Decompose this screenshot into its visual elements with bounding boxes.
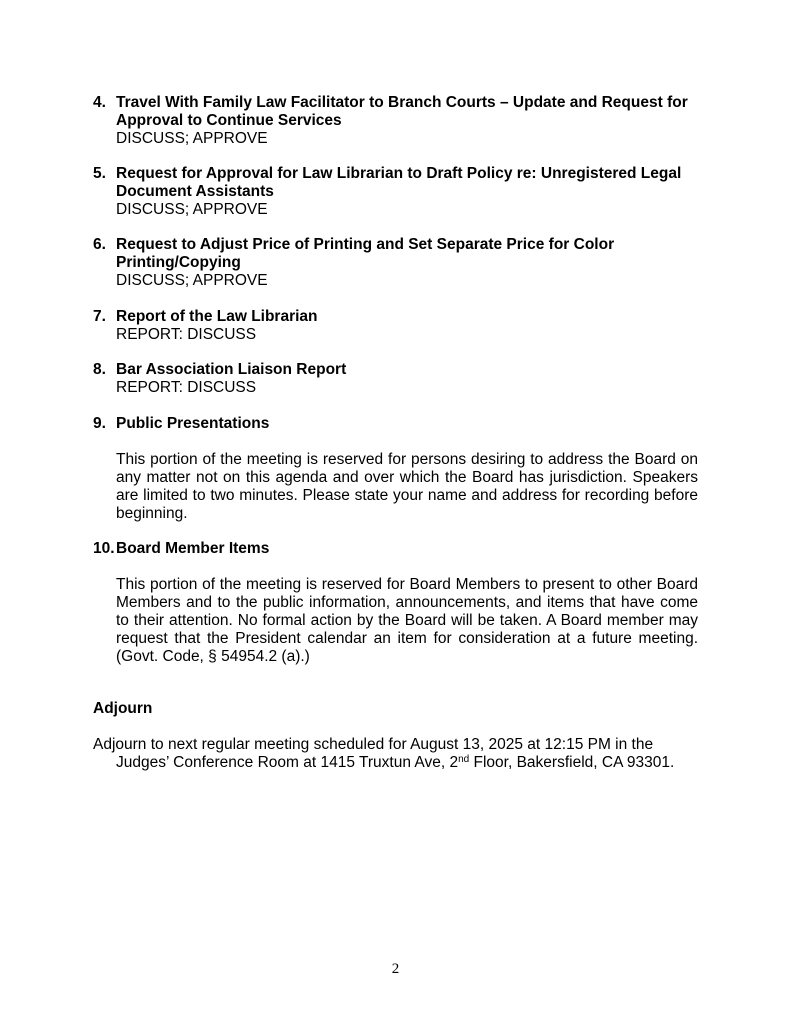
agenda-item-title: Report of the Law Librarian: [116, 308, 318, 325]
agenda-item-action: DISCUSS; APPROVE: [116, 272, 268, 289]
agenda-item-6: [93, 236, 699, 290]
adjourn-line-2: [93, 754, 693, 772]
agenda-item-number: 6.: [93, 236, 106, 253]
agenda-item-title: Public Presentations: [116, 415, 270, 432]
agenda-item-9: [93, 415, 699, 433]
agenda-item-number: 7.: [93, 308, 106, 325]
agenda-item-title: Bar Association Liaison Report: [116, 361, 347, 378]
adjourn-line-1: Adjourn to next regular meeting scheduled for August 13, 2025 at 12:15 PM in the: [93, 736, 654, 753]
adjourn-line-2-end: Floor, Bakersfield, CA 93301.: [469, 754, 675, 771]
public-presentations-paragraph: This portion of the meeting is reserved for persons desiring to address the Board on any matter not on this agenda and over which the Board has jurisdiction. Speakers are limited to two minutes. Please state your name and address for recording before beginning.: [116, 451, 698, 522]
agenda-item-8: [93, 361, 699, 397]
adjourn-heading: Adjourn: [93, 700, 153, 717]
board-member-items-paragraph: This portion of the meeting is reserved for Board Members to present to other Board Members and to the public information, announcements, and items that have come to their attention. No formal action by the Board will be taken. A Board member may request that the President calendar an item for consideration at a future meeting. (Govt. Code, § 54954.2 (a).): [116, 576, 698, 665]
agenda-item-number: 9.: [93, 415, 106, 432]
agenda-item-action: DISCUSS; APPROVE: [116, 130, 268, 147]
agenda-item-title: Request to Adjust Price of Printing and Set Separate Price for Color Printing/Copying: [116, 236, 615, 271]
agenda-item-action: DISCUSS; APPROVE: [116, 201, 268, 218]
agenda-item-4: [93, 94, 699, 148]
agenda-item-number: 8.: [93, 361, 106, 378]
agenda-item-number: 5.: [93, 165, 106, 182]
agenda-item-number: 10.: [93, 540, 115, 557]
adjourn-line-2-start: Judges’ Conference Room at 1415 Truxtun Ave, 2: [116, 754, 459, 771]
ordinal-suffix: nd: [458, 754, 470, 765]
agenda-item-7: [93, 308, 699, 344]
page-number: 2: [391, 961, 400, 977]
agenda-item-title: Request for Approval for Law Librarian to Draft Policy re: Unregistered Legal Document Assistants: [116, 165, 682, 200]
agenda-item-title: Board Member Items: [116, 540, 270, 557]
agenda-item-title: Travel With Family Law Facilitator to Branch Courts – Update and Request for Approval to Continue Services: [116, 94, 688, 129]
agenda-item-number: 4.: [93, 94, 106, 111]
adjourn-text: [93, 736, 693, 772]
agenda-item-action: REPORT: DISCUSS: [116, 326, 257, 343]
agenda-item-5: [93, 165, 699, 219]
agenda-item-action: REPORT: DISCUSS: [116, 379, 257, 396]
agenda-item-10: [93, 540, 699, 558]
